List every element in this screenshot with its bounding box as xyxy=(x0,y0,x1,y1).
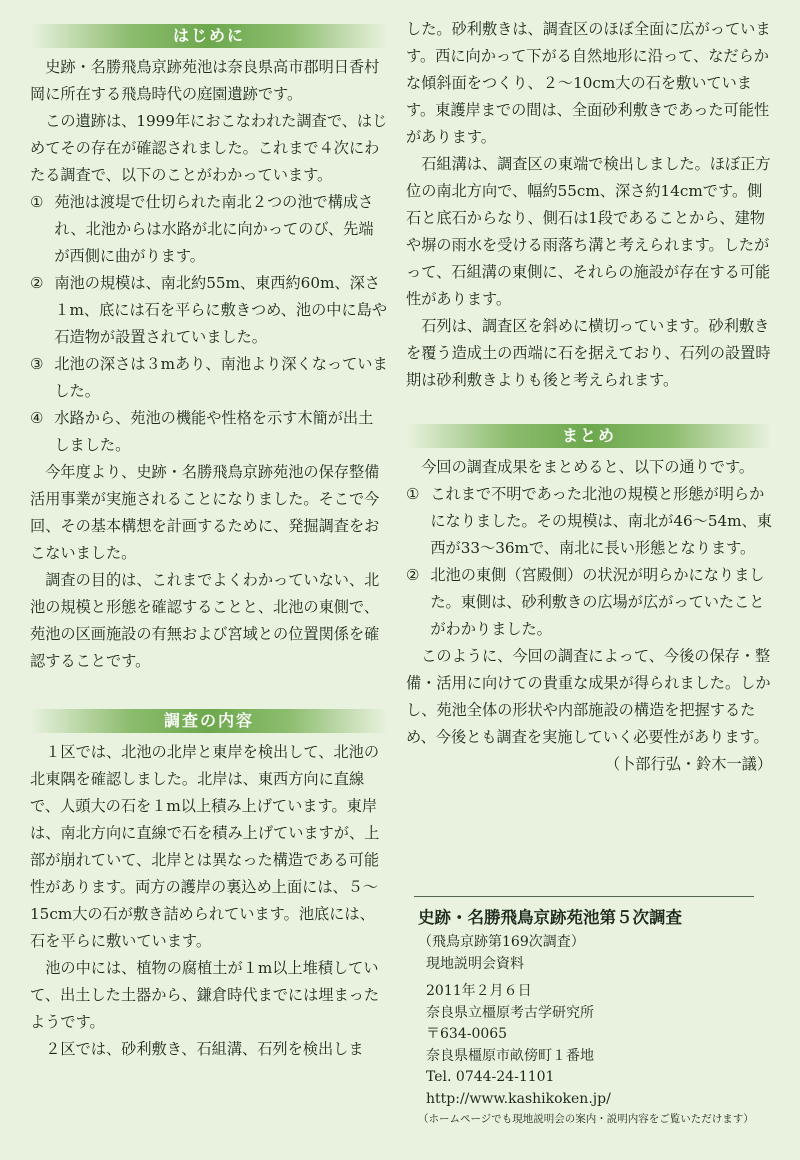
footer-divider xyxy=(414,896,754,897)
list-item-text: 水路から、苑池の機能や性格を示す木簡が出土しました。 xyxy=(54,409,374,454)
colophon-doc-type: 現地説明会資料 xyxy=(426,955,524,972)
colophon-postal: 〒634-0065 xyxy=(426,1026,508,1042)
colophon xyxy=(418,904,778,1128)
survey-paragraph: した。砂利敷きは、調査区のほぼ全面に広がっています。西に向かって下がる自然地形に沿って、なだらかな傾斜面をつくり、２～10cm大の石を敷いています。東護岸までの間は、全面砂利敷きであった可能性があります。 xyxy=(406,20,771,146)
colophon-tel: Tel. 0744-24-1101 xyxy=(426,1069,555,1085)
list-number: ② xyxy=(30,274,44,292)
list-item xyxy=(406,562,772,643)
colophon-title: 史跡・名勝飛鳥京跡苑池第５次調査 xyxy=(418,908,682,927)
list-item-text: これまで不明であった北池の規模と形態が明らかになりました。その規模は、南北が46～54m、東西が33～36mで、南北に長い形態となります。 xyxy=(430,485,772,557)
intro-paragraph: 今年度より、史跡・名勝飛鳥京跡苑池の保存整備活用事業が実施されることになりました。そこで今回、その基本構想を計画するために、発掘調査をおこないました。 xyxy=(30,463,380,562)
survey-section-left xyxy=(30,739,388,1063)
list-item xyxy=(30,270,388,351)
summary-paragraph: 今回の調査成果をまとめると、以下の通りです。 xyxy=(421,458,755,476)
list-item xyxy=(30,351,388,405)
survey-paragraph: １区では、北池の北岸と東岸を検出して、北池の北東隅を確認しました。北岸は、東西方向に直線で、人頭大の石を１m以上積み上げています。東岸は、南北方向に直線で石を積み上げていますが、上部が崩れていて、北岸とは異なった構造である可能性があります。両方の護岸の裏込め上面には、５～15cm大の石が敷き詰められています。池底には、石を平らに敷いています。 xyxy=(30,743,380,950)
survey-paragraph: ２区では、砂利敷き、石組溝、石列を検出しま xyxy=(45,1040,364,1058)
survey-paragraph: 池の中には、植物の腐植土が１m以上堆積していて、出土した土器から、鎌倉時代までには埋まったようです。 xyxy=(30,959,380,1031)
list-item-text: 北池の東側（宮殿側）の状況が明らかになりました。東側は、砂利敷きの広場が広がっていたことがわかりました。 xyxy=(430,566,765,638)
intro-paragraph: 史跡・名勝飛鳥京跡苑池は奈良県高市郡明日香村岡に所在する飛鳥時代の庭園遺跡です。 xyxy=(30,58,380,103)
section-heading-summary: まとめ xyxy=(406,424,772,448)
colophon-note: （ホームページでも現地説明会の案内・説明内容をご覧いただけます） xyxy=(418,1113,754,1125)
list-number: ② xyxy=(406,566,420,584)
colophon-subtitle: （飛鳥京跡第169次調査） xyxy=(418,934,585,950)
list-item-text: 苑池は渡堤で仕切られた南北２つの池で構成され、北池からは水路が北に向かってのび、先端が西側に曲がります。 xyxy=(54,193,374,265)
list-number: ③ xyxy=(30,355,44,373)
list-item-text: 北池の深さは３mあり、南池より深くなっていました。 xyxy=(54,355,388,400)
colophon-date: 2011年２月６日 xyxy=(426,983,532,999)
list-item xyxy=(30,189,388,270)
list-number: ① xyxy=(406,485,420,503)
intro-section xyxy=(30,54,388,675)
survey-section-right xyxy=(406,16,772,394)
right-column xyxy=(406,0,772,778)
section-heading-survey: 調査の内容 xyxy=(30,709,388,733)
list-item xyxy=(30,405,388,459)
authors: （卜部行弘・鈴木一議） xyxy=(604,755,772,773)
intro-paragraph: 調査の目的は、これまでよくわかっていない、北池の規模と形態を確認することと、北池の東側で、苑池の区画施設の有無および宮域との位置関係を確認することです。 xyxy=(30,571,380,670)
summary-section xyxy=(406,454,772,778)
colophon-address: 奈良県橿原市畝傍町１番地 xyxy=(426,1047,594,1064)
section-heading-intro: はじめに xyxy=(30,24,388,48)
intro-paragraph: この遺跡は、1999年におこなわれた調査で、はじめてその存在が確認されました。これまで４次にわたる調査で、以下のことがわかっています。 xyxy=(30,112,388,184)
survey-paragraph: 石組溝は、調査区の東端で検出しました。ほぼ正方位の南北方向で、幅約55cm、深さ約14cmです。側石と底石からなり、側石は1段であることから、建物や塀の雨水を受ける雨落ち溝と考えられます。したがって、石組溝の東側に、それらの施設が存在する可能性があります。 xyxy=(406,155,771,308)
survey-paragraph: 石列は、調査区を斜めに横切っています。砂利敷きを覆う造成土の西端に石を据えており、石列の設置時期は砂利敷きよりも後と考えられます。 xyxy=(406,317,771,389)
colophon-url[interactable]: http://www.kashikoken.jp/ xyxy=(426,1090,611,1107)
list-item xyxy=(406,481,772,562)
left-column xyxy=(30,0,388,1063)
list-number: ④ xyxy=(30,409,44,427)
list-item-text: 南池の規模は、南北約55m、東西約60m、深さ１m、底には石を平らに敷きつめ、池の中に島や石造物が設置されていました。 xyxy=(54,274,388,346)
colophon-org: 奈良県立橿原考古学研究所 xyxy=(426,1004,594,1021)
list-number: ① xyxy=(30,193,44,211)
summary-paragraph: このように、今回の調査によって、今後の保存・整備・活用に向けての貴重な成果が得られました。しかし、苑池全体の形状や内部施設の構造を把握するため、今後とも調査を実施していく必要性があります。 xyxy=(406,647,771,746)
